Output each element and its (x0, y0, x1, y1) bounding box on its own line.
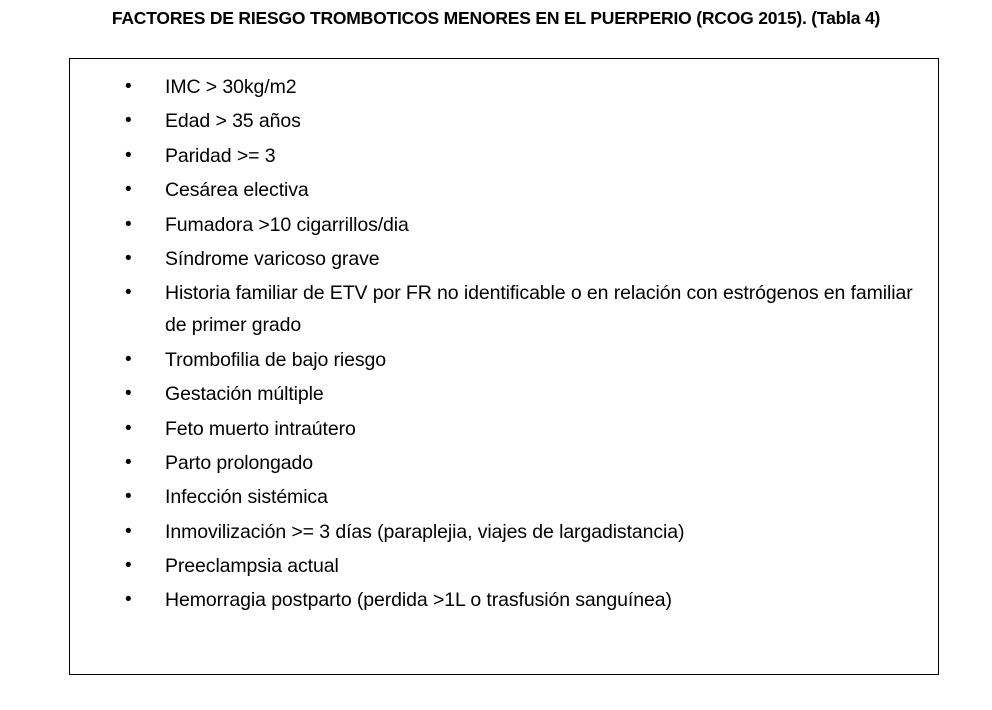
list-item (70, 71, 930, 103)
list-item (70, 413, 930, 445)
bullet-icon: • (125, 282, 132, 304)
list-item-text: Preeclampsia actual (165, 555, 339, 578)
list-item-text: Parto prolongado (165, 451, 314, 474)
list-item (70, 140, 930, 172)
list-item (70, 105, 930, 137)
list-item (70, 550, 930, 582)
list-item-text: Trombofilia de bajo riesgo (165, 348, 387, 371)
bullet-icon: • (125, 213, 132, 235)
list-item-text: Síndrome varicoso grave (165, 247, 380, 270)
list-item-text: Gestación múltiple (165, 383, 324, 406)
list-item-text: Inmovilización >= 3 días (paraplejia, viajes de largadistancia) (165, 520, 685, 543)
list-item (70, 277, 930, 341)
list-item-text: Paridad >= 3 (165, 144, 276, 167)
list-item (70, 243, 930, 275)
risk-factors-list (70, 71, 930, 619)
list-item-text: Historia familiar de ETV por FR no identificable o en relación con estrógenos en familiar de primer grado (165, 282, 913, 337)
bullet-icon: • (125, 520, 132, 542)
bullet-icon: • (125, 417, 132, 439)
bullet-icon: • (125, 589, 132, 611)
list-item-text: IMC > 30kg/m2 (165, 76, 297, 98)
bullet-icon: • (125, 486, 132, 508)
list-item (70, 174, 930, 206)
bullet-icon: • (125, 348, 132, 370)
list-item-text: Cesárea electiva (165, 179, 309, 202)
list-item (70, 447, 930, 479)
list-item-text: Infección sistémica (165, 486, 328, 509)
bullet-icon: • (125, 110, 132, 132)
list-item-text: Hemorragia postparto (perdida >1L o trasfusión sanguínea) (165, 589, 672, 612)
bullet-icon: • (125, 555, 132, 577)
table-title: FACTORES DE RIESGO TROMBOTICOS MENORES EN EL PUERPERIO (RCOG 2015). (Tabla 4) (111, 8, 881, 28)
bullet-icon: • (125, 76, 132, 97)
bullet-icon: • (125, 144, 132, 166)
list-item-text: Fumadora >10 cigarrillos/dia (165, 213, 409, 236)
bullet-icon: • (125, 179, 132, 201)
bullet-icon: • (125, 451, 132, 473)
list-item (70, 516, 930, 548)
bullet-icon: • (125, 383, 132, 405)
list-item (70, 378, 930, 410)
list-item (70, 209, 930, 241)
list-item-text: Feto muerto intraútero (165, 417, 356, 440)
list-item (70, 584, 930, 616)
list-item (70, 481, 930, 513)
list-item (70, 344, 930, 376)
list-item-text: Edad > 35 años (165, 110, 301, 133)
bullet-icon: • (125, 247, 132, 269)
risk-factors-box (69, 58, 939, 675)
